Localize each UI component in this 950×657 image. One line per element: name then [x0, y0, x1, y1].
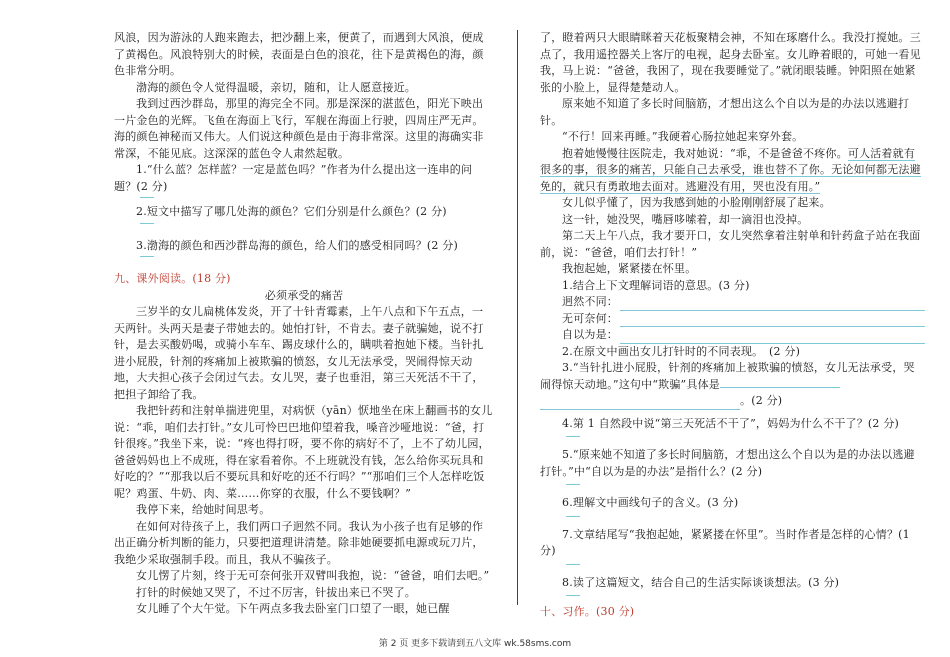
question-5: 5.“原来她不知道了多长时间脑筋，才想出这么个自以为是的办法以逃避打针。”中“自以为是的办法”是指什么？(2 分) [540, 448, 915, 478]
intro-paragraph: 风浪，因为游泳的人跑来跑去，把沙翻上来，便黄了，而遇到大风浪，便成了黄褐色。风浪特别大的时候，表面是白色的浪花，往下是黄褐色的海，颜色非常分明。 [114, 31, 484, 77]
article-paragraph: 女儿睡了个大午觉。下午两点多我去卧室门口望了一眼，她已醒 [136, 602, 450, 615]
question-2: 2.在原文中画出女儿打针时的不同表现。 (2 分) [562, 344, 801, 358]
word-label: 迥然不同： [562, 295, 618, 308]
paragraph-xisha: 我到过西沙群岛，那里的海完全不同。那是深深的湛蓝色，阳光下映出一片金色的光辉。飞鱼在海面上飞行，军舰在海面上行驶，四周庄严无声。海的颜色神秘而又伟大。人们说这种颜色是由于海非常深。这里的海确实非常深，不能见底。这深深的蓝色令人肃然起敬。 [114, 97, 484, 160]
article-paragraph: 原来她不知道了多长时间脑筋，才想出这么个自以为是的办法以逃避打针。 [540, 97, 910, 127]
article-paragraph: 我把针药和注射单揣进兜里，对病恹（yān）恹地坐在床上翻画书的女儿说：“乖，咱们去打针。”女儿可怜巴巴地仰望着我，嗓音沙哑地说：“爸，打针很疼。”我坐下来，说：“疼也得打呀，要不你的病好不了，上不了幼儿园，爸爸妈妈也上不成班，得在家看着你。不上班就没有钱，怎么给你买玩具和好吃的？”“那我以后不要玩具和好吃的还不行吗？”“那咱们三个人怎样吃饭呢？鸡蛋、牛奶、肉、菜……你穿的衣服，什么不要钱啊？” [114, 404, 493, 500]
answer-line[interactable] [140, 256, 154, 257]
article-paragraph: 了，瞪着两只大眼睛眯着天花板聚精会神，不知在琢磨什么。我没打搅她。三点了，我用遥控器关上客厅的电视，起身去卧室。女儿睁着眼的，可她一看见我，马上说：“爸爸，我困了，现在我要睡觉了。”就闭眼装睡。钟阳照在她紧张的小脸上，显得楚楚动人。 [540, 31, 921, 94]
word-label: 无可奈何： [562, 311, 618, 325]
article-paragraph: 第二天上午八点，我才要开口，女儿突然拿着注射单和针药盒子站在我面前，说：“爸爸，咱们去打针！” [540, 229, 921, 259]
article-paragraph: “不行！回来再睡。”我硬着心肠拉她起来穿外套。 [562, 130, 804, 143]
answer-line[interactable] [140, 197, 154, 198]
word-row [540, 311, 925, 328]
word-label: 自以为是： [562, 328, 618, 341]
left-column [114, 30, 494, 618]
question-1: 1.“什么蓝？怎样蓝？一定是蓝色吗？”作者为什么提出这一连串的问题？(2 分) [114, 163, 473, 193]
article-paragraph: 我抱起她，紧紧搂在怀里。 [562, 262, 697, 275]
article-text: 抱着她慢慢往医院走，我对她说：“乖，不是爸爸不疼你。 [562, 146, 848, 160]
answer-line[interactable] [720, 377, 840, 388]
answer-line[interactable] [566, 564, 580, 565]
question-7: 7.文章结尾写“我抱起她，紧紧搂在怀里”。当时作者是怎样的心情？(1 分) [540, 527, 910, 557]
answer-line[interactable] [620, 314, 925, 327]
answer-line[interactable] [140, 223, 154, 224]
answer-line[interactable] [620, 331, 925, 344]
section-10-heading: 十、习作。(30 分) [540, 605, 635, 618]
question-8: 8.读了这篇短文，结合自己的生活实际谈谈想法。(3 分) [562, 575, 840, 589]
answer-line[interactable] [566, 484, 580, 485]
article-paragraph [540, 146, 925, 196]
question-2: 2.短文中描写了哪几处海的颜色？它们分别是什么颜色？(2 分) [136, 205, 447, 218]
question-1: 1.结合上下文理解词语的意思。(3 分) [562, 278, 750, 292]
article-paragraph: 三岁半的女儿扁桃体发炎，开了十针青霉素，上午八点和下午五点，一天两针。头两天是妻子带她去的。她怕打针，不肯去。妻子就骗她，说不打针，是去买酸奶喝，或骑小车车、踢皮球什么的，瞒哄着抱她下楼。当针扎进小屁股，针剂的疼痛加上被欺骗的愤怒，女儿无法承受，哭闹得惊天动地，大夫担心孩子会闭过气去。女儿哭，妻子也垂泪，第三天死活不干了，把担子卸给了我。 [114, 305, 484, 401]
right-column [540, 30, 925, 621]
question-3: 3.渤海的颜色和西沙群岛海的颜色，给人们的感受相同吗？(2 分) [136, 238, 458, 252]
question-text: 3.“当针扎进小屁股，针剂的疼痛加上被欺骗的愤怒，女儿无法承受，哭闹得惊天动地。”这句中“欺骗”具体是 [540, 361, 915, 391]
article-paragraph: 这一针，她没哭，嘴唇哆嗦着，却一滴泪也没掉。 [562, 212, 809, 226]
word-row [540, 294, 925, 311]
answer-line[interactable] [566, 516, 580, 517]
article-paragraph: 打针的时候她又哭了，不过不厉害，针拔出来已不哭了。 [136, 585, 416, 599]
article-paragraph: 我停下来，给她时间思考。 [136, 503, 271, 516]
column-divider [517, 30, 518, 605]
article-paragraph: 女儿愣了片刻，终于无可奈何张开双臂叫我抱，说：“爸爸，咱们去吧。” [136, 569, 490, 582]
answer-line[interactable] [540, 397, 740, 410]
article-paragraph: 在如何对待孩子上，我们两口子迥然不同。我认为小孩子也有足够的作出正确分析判断的能力，只要把道理讲清楚。除非她硬要抓电源或玩刀片，我绝少采取强制手段。而且，我从不骗孩子。 [114, 519, 484, 566]
underlined-sentence: 可人活着就有很多的事，很多的痛苦，只能自己去承受，谁也替不了你。无论如何都无法避免的，就只有勇敢地去面对。逃避没有用，哭也没有用。” [540, 146, 921, 193]
section-9-heading: 九、课外阅读。(18 分) [114, 272, 231, 285]
article-paragraph: 女儿似乎懂了，因为我感到她的小脸刚刚舒展了起来。 [562, 196, 831, 209]
answer-line[interactable] [566, 595, 580, 596]
answer-line[interactable] [566, 436, 580, 437]
word-row [540, 327, 925, 344]
question-6: 6.理解文中画线句子的含义。(3 分) [562, 496, 739, 509]
question-3 [540, 360, 925, 393]
article-title: 必须承受的痛苦 [264, 288, 344, 302]
paragraph-bohai: 渤海的颜色令人觉得温暖，亲切，随和，让人愿意接近。 [136, 80, 416, 94]
answer-row [540, 393, 925, 410]
question-4: 4.第 1 自然段中说“第三天死活不干了”，妈妈为什么不干了？(2 分) [562, 416, 900, 430]
answer-line[interactable] [620, 298, 925, 311]
score-label: 。(2 分) [740, 394, 783, 407]
page-footer: 第 2 页 更多下载请到五八文库 wk.58sms.com [378, 639, 572, 649]
